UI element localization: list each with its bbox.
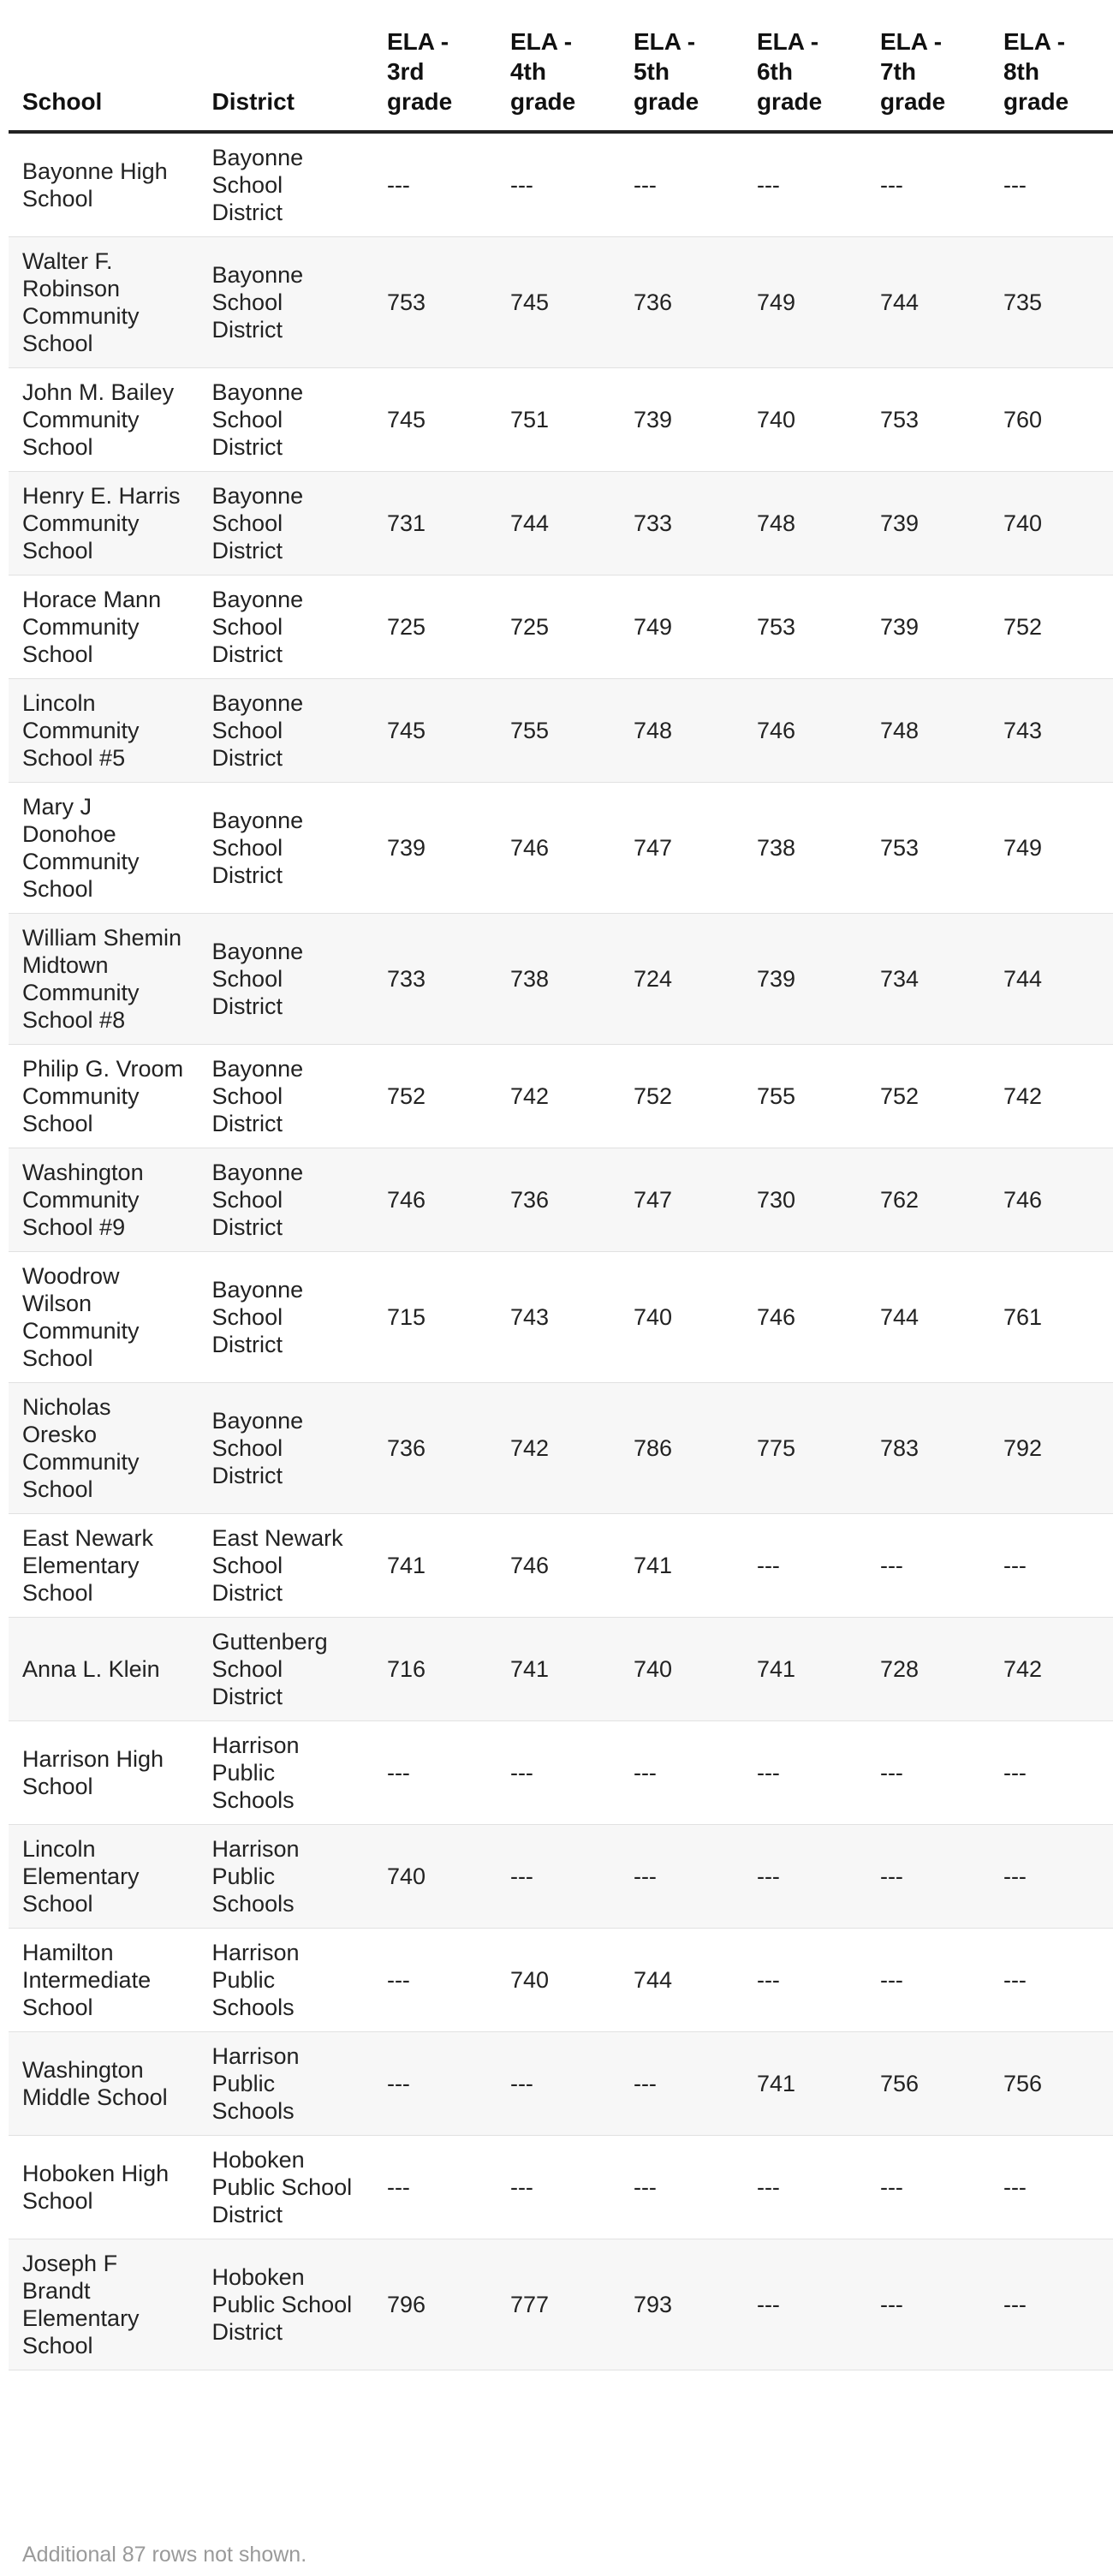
table-row [9,914,1113,1045]
table-row [9,368,1113,472]
score-cell: 724 [620,914,743,1045]
score-cell: --- [743,2239,866,2370]
table-row [9,1618,1113,1721]
score-cell: 746 [990,1148,1113,1252]
column-header[interactable]: District [199,0,373,132]
school-cell: Washington Community School #9 [9,1148,199,1252]
score-cell: 746 [497,1514,620,1618]
score-cell: 744 [866,237,990,368]
school-cell: William Shemin Midtown Community School #8 [9,914,199,1045]
score-cell: 741 [743,1618,866,1721]
score-cell: --- [620,2032,743,2136]
score-cell: --- [373,132,497,237]
column-header[interactable]: ELA - 3rd grade [373,0,497,132]
score-cell: 746 [743,1252,866,1383]
school-cell: Washington Middle School [9,2032,199,2136]
score-cell: 741 [497,1618,620,1721]
score-cell: 748 [620,679,743,783]
score-cell: --- [990,1514,1113,1618]
score-cell: 749 [620,575,743,679]
score-cell: --- [743,1721,866,1825]
score-cell: 739 [866,472,990,575]
column-header[interactable]: ELA - 5th grade [620,0,743,132]
score-cell: 745 [497,237,620,368]
score-cell: --- [620,2136,743,2239]
score-cell: 753 [866,368,990,472]
score-cell: 743 [990,679,1113,783]
score-cell: 761 [990,1252,1113,1383]
score-cell: 753 [743,575,866,679]
school-cell: Walter F. Robinson Community School [9,237,199,368]
score-cell: 747 [620,1148,743,1252]
score-cell: 740 [990,472,1113,575]
table-row [9,2136,1113,2239]
score-cell: 740 [620,1252,743,1383]
score-cell: 739 [373,783,497,914]
table-row [9,1929,1113,2032]
score-cell: --- [373,2032,497,2136]
score-cell: 783 [866,1383,990,1514]
score-cell: 741 [743,2032,866,2136]
score-cell: 762 [866,1148,990,1252]
school-cell: Joseph F Brandt Elementary School [9,2239,199,2370]
score-cell: --- [990,132,1113,237]
score-cell: --- [990,1825,1113,1929]
score-cell: 744 [990,914,1113,1045]
district-cell: Bayonne School District [199,132,373,237]
score-cell: 745 [373,679,497,783]
district-cell: Bayonne School District [199,1148,373,1252]
district-cell: Bayonne School District [199,914,373,1045]
score-cell: 756 [990,2032,1113,2136]
school-cell: John M. Bailey Community School [9,368,199,472]
column-header[interactable]: ELA - 4th grade [497,0,620,132]
score-cell: 734 [866,914,990,1045]
score-cell: --- [866,132,990,237]
district-cell: Harrison Public Schools [199,2032,373,2136]
district-cell: Bayonne School District [199,237,373,368]
score-cell: 751 [497,368,620,472]
score-cell: 743 [497,1252,620,1383]
school-cell: Anna L. Klein [9,1618,199,1721]
district-cell: Bayonne School District [199,472,373,575]
school-cell: Woodrow Wilson Community School [9,1252,199,1383]
district-cell: Harrison Public Schools [199,1825,373,1929]
district-cell: Guttenberg School District [199,1618,373,1721]
score-cell: 725 [497,575,620,679]
score-cell: --- [990,1929,1113,2032]
score-cell: 730 [743,1148,866,1252]
score-cell: --- [620,1825,743,1929]
table-body [9,132,1113,2370]
score-cell: 760 [990,368,1113,472]
table-row [9,1252,1113,1383]
score-cell: --- [866,2136,990,2239]
table-row [9,472,1113,575]
score-cell: --- [620,1721,743,1825]
score-cell: --- [497,132,620,237]
score-cell: 733 [620,472,743,575]
score-cell: 725 [373,575,497,679]
school-cell: Philip G. Vroom Community School [9,1045,199,1148]
score-cell: --- [743,2136,866,2239]
score-cell: 738 [497,914,620,1045]
column-header[interactable]: School [9,0,199,132]
score-cell: 749 [743,237,866,368]
table-header [9,0,1113,132]
score-cell: 742 [497,1045,620,1148]
district-cell: East Newark School District [199,1514,373,1618]
table-row [9,1148,1113,1252]
score-cell: 748 [743,472,866,575]
score-cell: 752 [373,1045,497,1148]
school-cell: Lincoln Elementary School [9,1825,199,1929]
score-cell: 796 [373,2239,497,2370]
score-cell: --- [743,1514,866,1618]
score-cell: --- [497,1825,620,1929]
school-cell: East Newark Elementary School [9,1514,199,1618]
district-cell: Bayonne School District [199,783,373,914]
district-cell: Hoboken Public School District [199,2136,373,2239]
table-row [9,1514,1113,1618]
district-cell: Harrison Public Schools [199,1721,373,1825]
table-row [9,1383,1113,1514]
table-row [9,575,1113,679]
score-cell: --- [373,1929,497,2032]
district-cell: Bayonne School District [199,1045,373,1148]
score-cell: 740 [373,1825,497,1929]
score-cell: 752 [990,575,1113,679]
score-cell: 742 [990,1618,1113,1721]
school-cell: Harrison High School [9,1721,199,1825]
school-cell: Hamilton Intermediate School [9,1929,199,2032]
rows-not-shown-note: Additional 87 rows not shown. [22,2543,307,2567]
data-table-container[interactable] [9,0,1069,2370]
score-cell: --- [620,132,743,237]
score-cell: --- [373,2136,497,2239]
score-cell: 756 [866,2032,990,2136]
score-cell: 741 [620,1514,743,1618]
score-cell: 740 [743,368,866,472]
score-cell: 752 [620,1045,743,1148]
column-header[interactable]: ELA - 7th grade [866,0,990,132]
column-header[interactable]: ELA - 6th grade [743,0,866,132]
score-cell: 792 [990,1383,1113,1514]
score-cell: 746 [373,1148,497,1252]
table-row [9,2032,1113,2136]
score-cell: --- [743,1825,866,1929]
score-cell: 728 [866,1618,990,1721]
school-cell: Lincoln Community School #5 [9,679,199,783]
district-cell: Bayonne School District [199,575,373,679]
table-row [9,237,1113,368]
score-cell: 742 [990,1045,1113,1148]
score-cell: 752 [866,1045,990,1148]
score-cell: --- [743,1929,866,2032]
score-cell: 745 [373,368,497,472]
score-cell: --- [990,2239,1113,2370]
school-cell: Hoboken High School [9,2136,199,2239]
district-cell: Bayonne School District [199,679,373,783]
score-cell: 715 [373,1252,497,1383]
score-cell: --- [743,132,866,237]
score-cell: 777 [497,2239,620,2370]
score-cell: 749 [990,783,1113,914]
score-cell: --- [866,1721,990,1825]
score-cell: 744 [620,1929,743,2032]
table-row [9,2239,1113,2370]
score-cell: 747 [620,783,743,914]
score-cell: 731 [373,472,497,575]
district-cell: Harrison Public Schools [199,1929,373,2032]
score-cell: --- [866,1825,990,1929]
header-row [9,0,1113,132]
score-cell: 736 [373,1383,497,1514]
school-cell: Henry E. Harris Community School [9,472,199,575]
score-cell: --- [373,1721,497,1825]
district-cell: Bayonne School District [199,368,373,472]
score-cell: 753 [373,237,497,368]
score-cell: --- [866,1514,990,1618]
score-cell: 735 [990,237,1113,368]
score-cell: 740 [497,1929,620,2032]
score-cell: --- [866,2239,990,2370]
score-cell: 755 [497,679,620,783]
data-table [9,0,1113,2370]
score-cell: 786 [620,1383,743,1514]
table-row [9,1825,1113,1929]
score-cell: 733 [373,914,497,1045]
score-cell: --- [497,1721,620,1825]
school-cell: Bayonne High School [9,132,199,237]
score-cell: --- [497,2136,620,2239]
table-row [9,783,1113,914]
score-cell: 716 [373,1618,497,1721]
score-cell: --- [990,1721,1113,1825]
score-cell: 739 [743,914,866,1045]
table-row [9,132,1113,237]
district-cell: Bayonne School District [199,1252,373,1383]
table-row [9,1045,1113,1148]
score-cell: 736 [497,1148,620,1252]
score-cell: 746 [743,679,866,783]
column-header[interactable]: ELA - 8th grade [990,0,1113,132]
score-cell: 736 [620,237,743,368]
score-cell: 793 [620,2239,743,2370]
score-cell: 739 [866,575,990,679]
school-cell: Nicholas Oresko Community School [9,1383,199,1514]
score-cell: 744 [866,1252,990,1383]
school-cell: Mary J Donohoe Community School [9,783,199,914]
score-cell: --- [990,2136,1113,2239]
score-cell: 744 [497,472,620,575]
score-cell: --- [866,1929,990,2032]
district-cell: Bayonne School District [199,1383,373,1514]
district-cell: Hoboken Public School District [199,2239,373,2370]
score-cell: 755 [743,1045,866,1148]
score-cell: --- [497,2032,620,2136]
table-row [9,679,1113,783]
score-cell: 739 [620,368,743,472]
score-cell: 741 [373,1514,497,1618]
score-cell: 742 [497,1383,620,1514]
score-cell: 738 [743,783,866,914]
score-cell: 748 [866,679,990,783]
table-row [9,1721,1113,1825]
score-cell: 753 [866,783,990,914]
score-cell: 775 [743,1383,866,1514]
score-cell: 740 [620,1618,743,1721]
score-cell: 746 [497,783,620,914]
school-cell: Horace Mann Community School [9,575,199,679]
